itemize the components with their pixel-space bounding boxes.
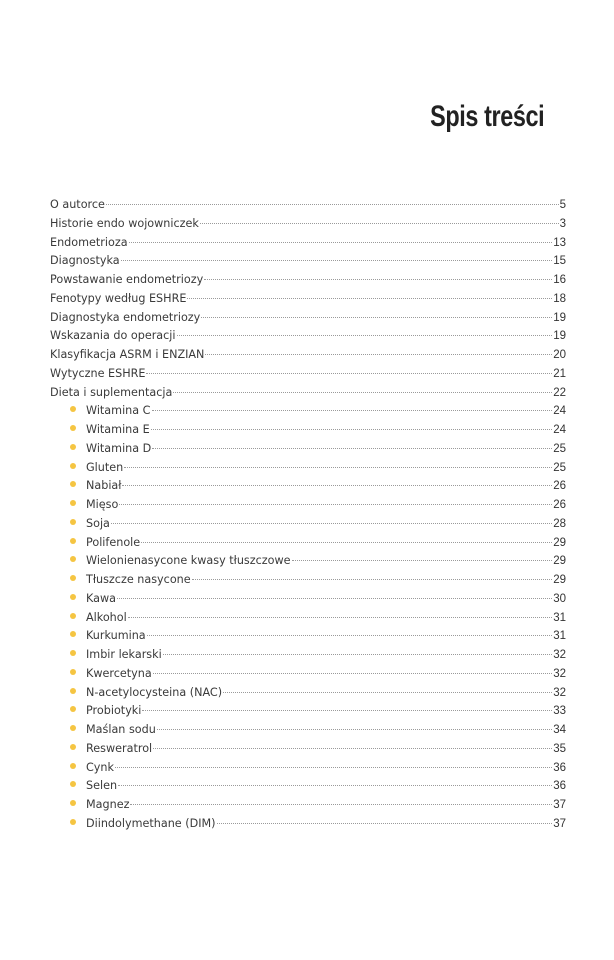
toc-subentry[interactable]: [50, 402, 566, 421]
toc-entry[interactable]: [50, 252, 566, 271]
dot-leader: [147, 635, 553, 636]
dot-leader: [187, 298, 552, 299]
toc-entry-label[interactable]: Soja: [86, 516, 110, 530]
bullet-dot-icon: [70, 613, 76, 619]
bullet-dot-icon: [70, 556, 76, 562]
dot-leader: [292, 560, 553, 561]
toc-page-number: 33: [553, 705, 566, 718]
toc-subentry[interactable]: [50, 815, 566, 834]
dot-leader: [118, 785, 552, 786]
dot-leader: [111, 523, 552, 524]
toc-entry-label[interactable]: Resweratrol: [86, 741, 153, 755]
page-title: Spis treści: [429, 100, 544, 133]
toc-entry-label[interactable]: Cynk: [86, 760, 115, 774]
toc-subentry[interactable]: [50, 796, 566, 815]
dot-leader: [201, 317, 552, 318]
bullet-dot-icon: [70, 781, 76, 787]
toc-subentry[interactable]: [50, 515, 566, 534]
toc-entry[interactable]: [50, 365, 566, 384]
dot-leader: [173, 392, 552, 393]
toc-subentry[interactable]: [50, 665, 566, 684]
dot-leader: [192, 579, 553, 580]
toc-page-number: 15: [553, 255, 566, 268]
toc-page-number: 26: [553, 499, 566, 511]
toc-entry[interactable]: [50, 309, 566, 328]
toc-entry-label[interactable]: Maślan sodu: [86, 723, 156, 736]
toc-page-number: 24: [553, 405, 566, 418]
dot-leader: [217, 823, 553, 824]
bullet-dot-icon: [70, 500, 76, 506]
toc-subentry[interactable]: [50, 552, 566, 571]
dot-leader: [141, 542, 552, 543]
toc-entry-label[interactable]: N-acetylocysteina (NAC): [86, 685, 223, 699]
bullet-dot-icon: [70, 650, 76, 656]
toc-subentry[interactable]: [50, 759, 566, 778]
toc-entry[interactable]: [50, 290, 566, 309]
toc-entry-label[interactable]: Kurkumina: [86, 629, 146, 643]
toc-page-number: 5: [559, 199, 566, 211]
bullet-dot-icon: [70, 669, 76, 675]
toc-page-number: 35: [553, 742, 566, 755]
toc-subentry[interactable]: [50, 646, 566, 665]
toc-entry-label[interactable]: Powstawanie endometriozy: [50, 273, 204, 286]
toc-page-number: 20: [553, 349, 566, 361]
bullet-dot-icon: [70, 538, 76, 544]
dot-leader: [124, 467, 552, 468]
toc-entry-label[interactable]: Witamina D: [86, 441, 152, 455]
toc-page-number: 36: [553, 780, 566, 793]
toc-entry-label[interactable]: Gluten: [86, 460, 124, 474]
toc-subentry[interactable]: [50, 421, 566, 440]
toc-entry[interactable]: [50, 196, 566, 215]
toc-entry-label[interactable]: Endometrioza: [50, 235, 128, 249]
toc-page-number: 37: [553, 799, 566, 811]
toc-entry-label[interactable]: Wielonienasycone kwasy tłuszczowe: [86, 554, 291, 568]
toc-entry-label[interactable]: Tłuszcze nasycone: [86, 573, 191, 586]
dot-leader: [117, 598, 552, 599]
toc-subentry[interactable]: [50, 684, 566, 703]
toc-page-number: 32: [553, 686, 566, 699]
dot-leader: [204, 279, 552, 280]
toc-entry-label[interactable]: Kawa: [86, 591, 117, 605]
toc-entry[interactable]: [50, 346, 566, 365]
toc-entry[interactable]: [50, 271, 566, 290]
bullet-dot-icon: [70, 519, 76, 525]
dot-leader: [152, 410, 553, 411]
bullet-dot-icon: [70, 594, 76, 600]
dot-leader: [177, 335, 553, 336]
toc-page-number: 28: [553, 517, 566, 530]
dot-leader: [163, 654, 552, 655]
toc-entry-label[interactable]: Historie endo wojowniczek: [50, 216, 199, 230]
toc-page-number: 13: [553, 236, 566, 249]
dot-leader: [121, 260, 553, 261]
toc-page-number: 19: [553, 311, 566, 324]
bullet-dot-icon: [70, 800, 76, 806]
toc-page-number: 32: [553, 667, 566, 680]
bullet-dot-icon: [70, 744, 76, 750]
bullet-dot-icon: [70, 575, 76, 581]
dot-leader: [129, 242, 553, 243]
toc-page-number: 29: [553, 574, 566, 586]
dot-leader: [200, 223, 559, 224]
toc-subentry[interactable]: [50, 702, 566, 721]
toc-entry-label[interactable]: O autorce: [50, 198, 105, 211]
toc-page-number: 24: [553, 424, 566, 436]
toc-subentry[interactable]: [50, 740, 566, 759]
toc-page-number: 22: [553, 386, 566, 399]
toc-subentry[interactable]: [50, 571, 566, 590]
dot-leader: [122, 485, 552, 486]
dot-leader: [153, 748, 552, 749]
dot-leader: [146, 373, 552, 374]
toc-page-number: 29: [553, 555, 566, 568]
bullet-dot-icon: [70, 725, 76, 731]
toc-subentry[interactable]: [50, 721, 566, 740]
toc-entry-label[interactable]: Diindolymethane (DIM): [86, 816, 216, 830]
toc-entry-label[interactable]: Dieta i suplementacja: [50, 385, 173, 399]
toc-entry[interactable]: [50, 384, 566, 403]
toc-subentry[interactable]: [50, 627, 566, 646]
toc-entry-label[interactable]: Wskazania do operacji: [50, 329, 176, 343]
dot-leader: [128, 617, 552, 618]
toc-page-number: 37: [553, 817, 566, 830]
dot-leader: [153, 673, 552, 674]
dot-leader: [151, 429, 552, 430]
dot-leader: [205, 354, 552, 355]
toc-entry-label[interactable]: Diagnostyka endometriozy: [50, 310, 201, 324]
toc-subentry[interactable]: [50, 440, 566, 459]
toc-entry-label[interactable]: Imbir lekarski: [86, 648, 162, 661]
toc-subentry[interactable]: [50, 609, 566, 628]
bullet-dot-icon: [70, 444, 76, 450]
dot-leader: [157, 729, 552, 730]
bullet-dot-icon: [70, 481, 76, 487]
toc-subentry[interactable]: [50, 496, 566, 515]
dot-leader: [115, 767, 552, 768]
toc-page-number: 21: [553, 367, 566, 380]
toc-page-number: 16: [553, 274, 566, 286]
toc-page-number: 25: [553, 461, 566, 474]
bullet-dot-icon: [70, 463, 76, 469]
bullet-dot-icon: [70, 819, 76, 825]
toc-page-number: 31: [553, 630, 566, 643]
bullet-dot-icon: [70, 425, 76, 431]
dot-leader: [223, 692, 552, 693]
toc-entry-label[interactable]: Wytyczne ESHRE: [50, 366, 146, 380]
bullet-dot-icon: [70, 688, 76, 694]
toc-page-number: 18: [553, 292, 566, 305]
toc-entry-label[interactable]: Kwercetyna: [86, 666, 152, 680]
toc-subentry[interactable]: [50, 477, 566, 496]
toc-subentry[interactable]: [50, 459, 566, 478]
toc-entry-label[interactable]: Magnez: [86, 798, 130, 811]
table-of-contents: [50, 196, 566, 834]
toc-page-number: 29: [553, 536, 566, 549]
toc-entry[interactable]: [50, 234, 566, 253]
toc-page-number: 31: [553, 611, 566, 624]
bullet-dot-icon: [70, 763, 76, 769]
toc-page-number: 19: [553, 330, 566, 343]
toc-subentry[interactable]: [50, 590, 566, 609]
toc-page-number: 32: [553, 649, 566, 661]
toc-page-number: 25: [553, 442, 566, 455]
toc-page-number: 3: [559, 217, 566, 230]
toc-entry-label[interactable]: Diagnostyka: [50, 254, 120, 268]
toc-entry-label[interactable]: Mięso: [86, 498, 119, 511]
toc-entry-label[interactable]: Witamina C: [86, 404, 151, 418]
dot-leader: [152, 448, 552, 449]
toc-page-number: 30: [553, 592, 566, 605]
toc-entry-label[interactable]: Selen: [86, 779, 118, 793]
toc-entry-label[interactable]: Nabiał: [86, 479, 122, 493]
toc-entry-label[interactable]: Fenotypy według ESHRE: [50, 291, 187, 305]
bullet-dot-icon: [70, 706, 76, 712]
toc-entry[interactable]: [50, 327, 566, 346]
toc-page-number: 36: [553, 761, 566, 774]
toc-page-number: 26: [553, 480, 566, 493]
toc-page-number: 34: [553, 724, 566, 736]
toc-entry-label[interactable]: Probiotyki: [86, 704, 142, 718]
toc-entry-label[interactable]: Polifenole: [86, 535, 141, 549]
dot-leader: [142, 710, 552, 711]
dot-leader: [106, 204, 559, 205]
bullet-dot-icon: [70, 631, 76, 637]
toc-entry-label[interactable]: Klasyfikacja ASRM i ENZIAN: [50, 348, 205, 361]
toc-entry[interactable]: [50, 215, 566, 234]
bullet-dot-icon: [70, 406, 76, 412]
toc-entry-label[interactable]: Alkohol: [86, 610, 127, 624]
toc-entry-label[interactable]: Witamina E: [86, 423, 150, 436]
toc-subentry[interactable]: [50, 777, 566, 796]
toc-subentry[interactable]: [50, 534, 566, 553]
dot-leader: [119, 504, 552, 505]
dot-leader: [130, 804, 552, 805]
